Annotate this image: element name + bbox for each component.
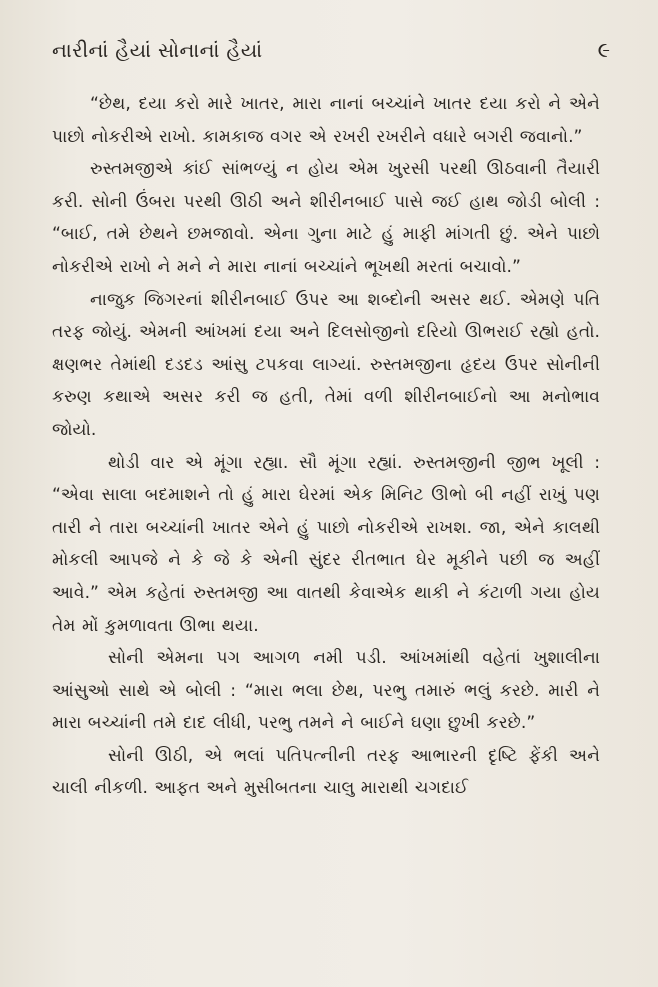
page-number: ૯ <box>597 38 610 62</box>
paragraph: “છેથ, દયા કરો મારે ખાતર, મારા નાનાં બચ્ચાંને ખાતર દયા કરો ને એને પાછો નોકરીએ રાખો. કામકાજ વગર એ રખરી રખરીને વધારે બગરી જવાનો.” <box>52 94 600 147</box>
running-title: નારીનાં હૈયાં સોનાનાં હૈયાં <box>52 38 263 62</box>
page-header <box>52 38 618 68</box>
body-text <box>52 88 600 805</box>
paragraph: નાજુક જિગરનાં શીરીનબાઈ ઉપર આ શબ્દોની અસર થઈ. એમણે પતિ તરફ જોયું. એમની આંખમાં દયા અને દિલસોજીનો દરિયો ઊભરાઈ રહ્યો હતો. ક્ષણભર તેમાંથી દડદડ આંસુ ટપકવા લાગ્યાં. રુસ્તમજીના હૃદય ઉપર સોનીની કરુણ કથાએ અસર કરી જ હતી, તેમાં વળી શીરીનબાઈનો આ મનોભાવ જોયો. <box>52 289 600 440</box>
paragraph: થોડી વાર એ મૂંગા રહ્યા. સૌ મૂંગા રહ્યાં. રુસ્તમજીની જીભ ખૂલી : “એવા સાલા બદમાશને તો હું મારા ઘેરમાં એક મિનિટ ઊભો બી નહીં રાખું પણ તારી ને તારા બચ્ચાંની ખાતર એને હું પાછો નોકરીએ રાખશ. જા, એને કાલથી મોકલી આપજે ને કે જે કે એની સુંદર રીતભાત ઘેર મૂકીને પછી જ અહીં આવે.” એમ કહેતાં રુસ્તમજી આ વાતથી કેવાએક થાકી ને કંટાળી ગયા હોય તેમ મોં કુમળાવતા ઊભા થયા. <box>52 452 600 636</box>
paragraph: રુસ્તમજીએ કાંઈ સાંભળ્યું ન હોય એમ ખુરસી પરથી ઊઠવાની તૈયારી કરી. સોની ઉંબરા પરથી ઊઠી અને શીરીનબાઈ પાસે જઈ હાથ જોડી બોલી : “બાઈ, તમે છેથને છમજાવો. એના ગુના માટે હું માફી માંગતી છું. એને પાછો નોકરીએ રાખો ને મને ને મારા નાનાં બચ્ચાંને ભૂખથી મરતાં બચાવો.” <box>52 159 600 277</box>
paragraph: સોની એમના પગ આગળ નમી પડી. આંખમાંથી વહેતાં ખુશાલીના આંસુઓ સાથે એ બોલી : “મારા ભલા છેથ, પરભુ તમારું ભલું કરછે. મારી ને મારા બચ્ચાંની તમે દાદ લીધી, પરભુ તમને ને બાઈને ઘણા છુખી કરછે.” <box>52 648 600 734</box>
paragraph: સોની ઊઠી, એ ભલાં પતિપત્નીની તરફ આભારની દૃષ્ટિ ફેંકી અને ચાલી નીકળી. આફત અને મુસીબતના ચાલુ મારાથી ચગદાઈ <box>52 745 600 799</box>
